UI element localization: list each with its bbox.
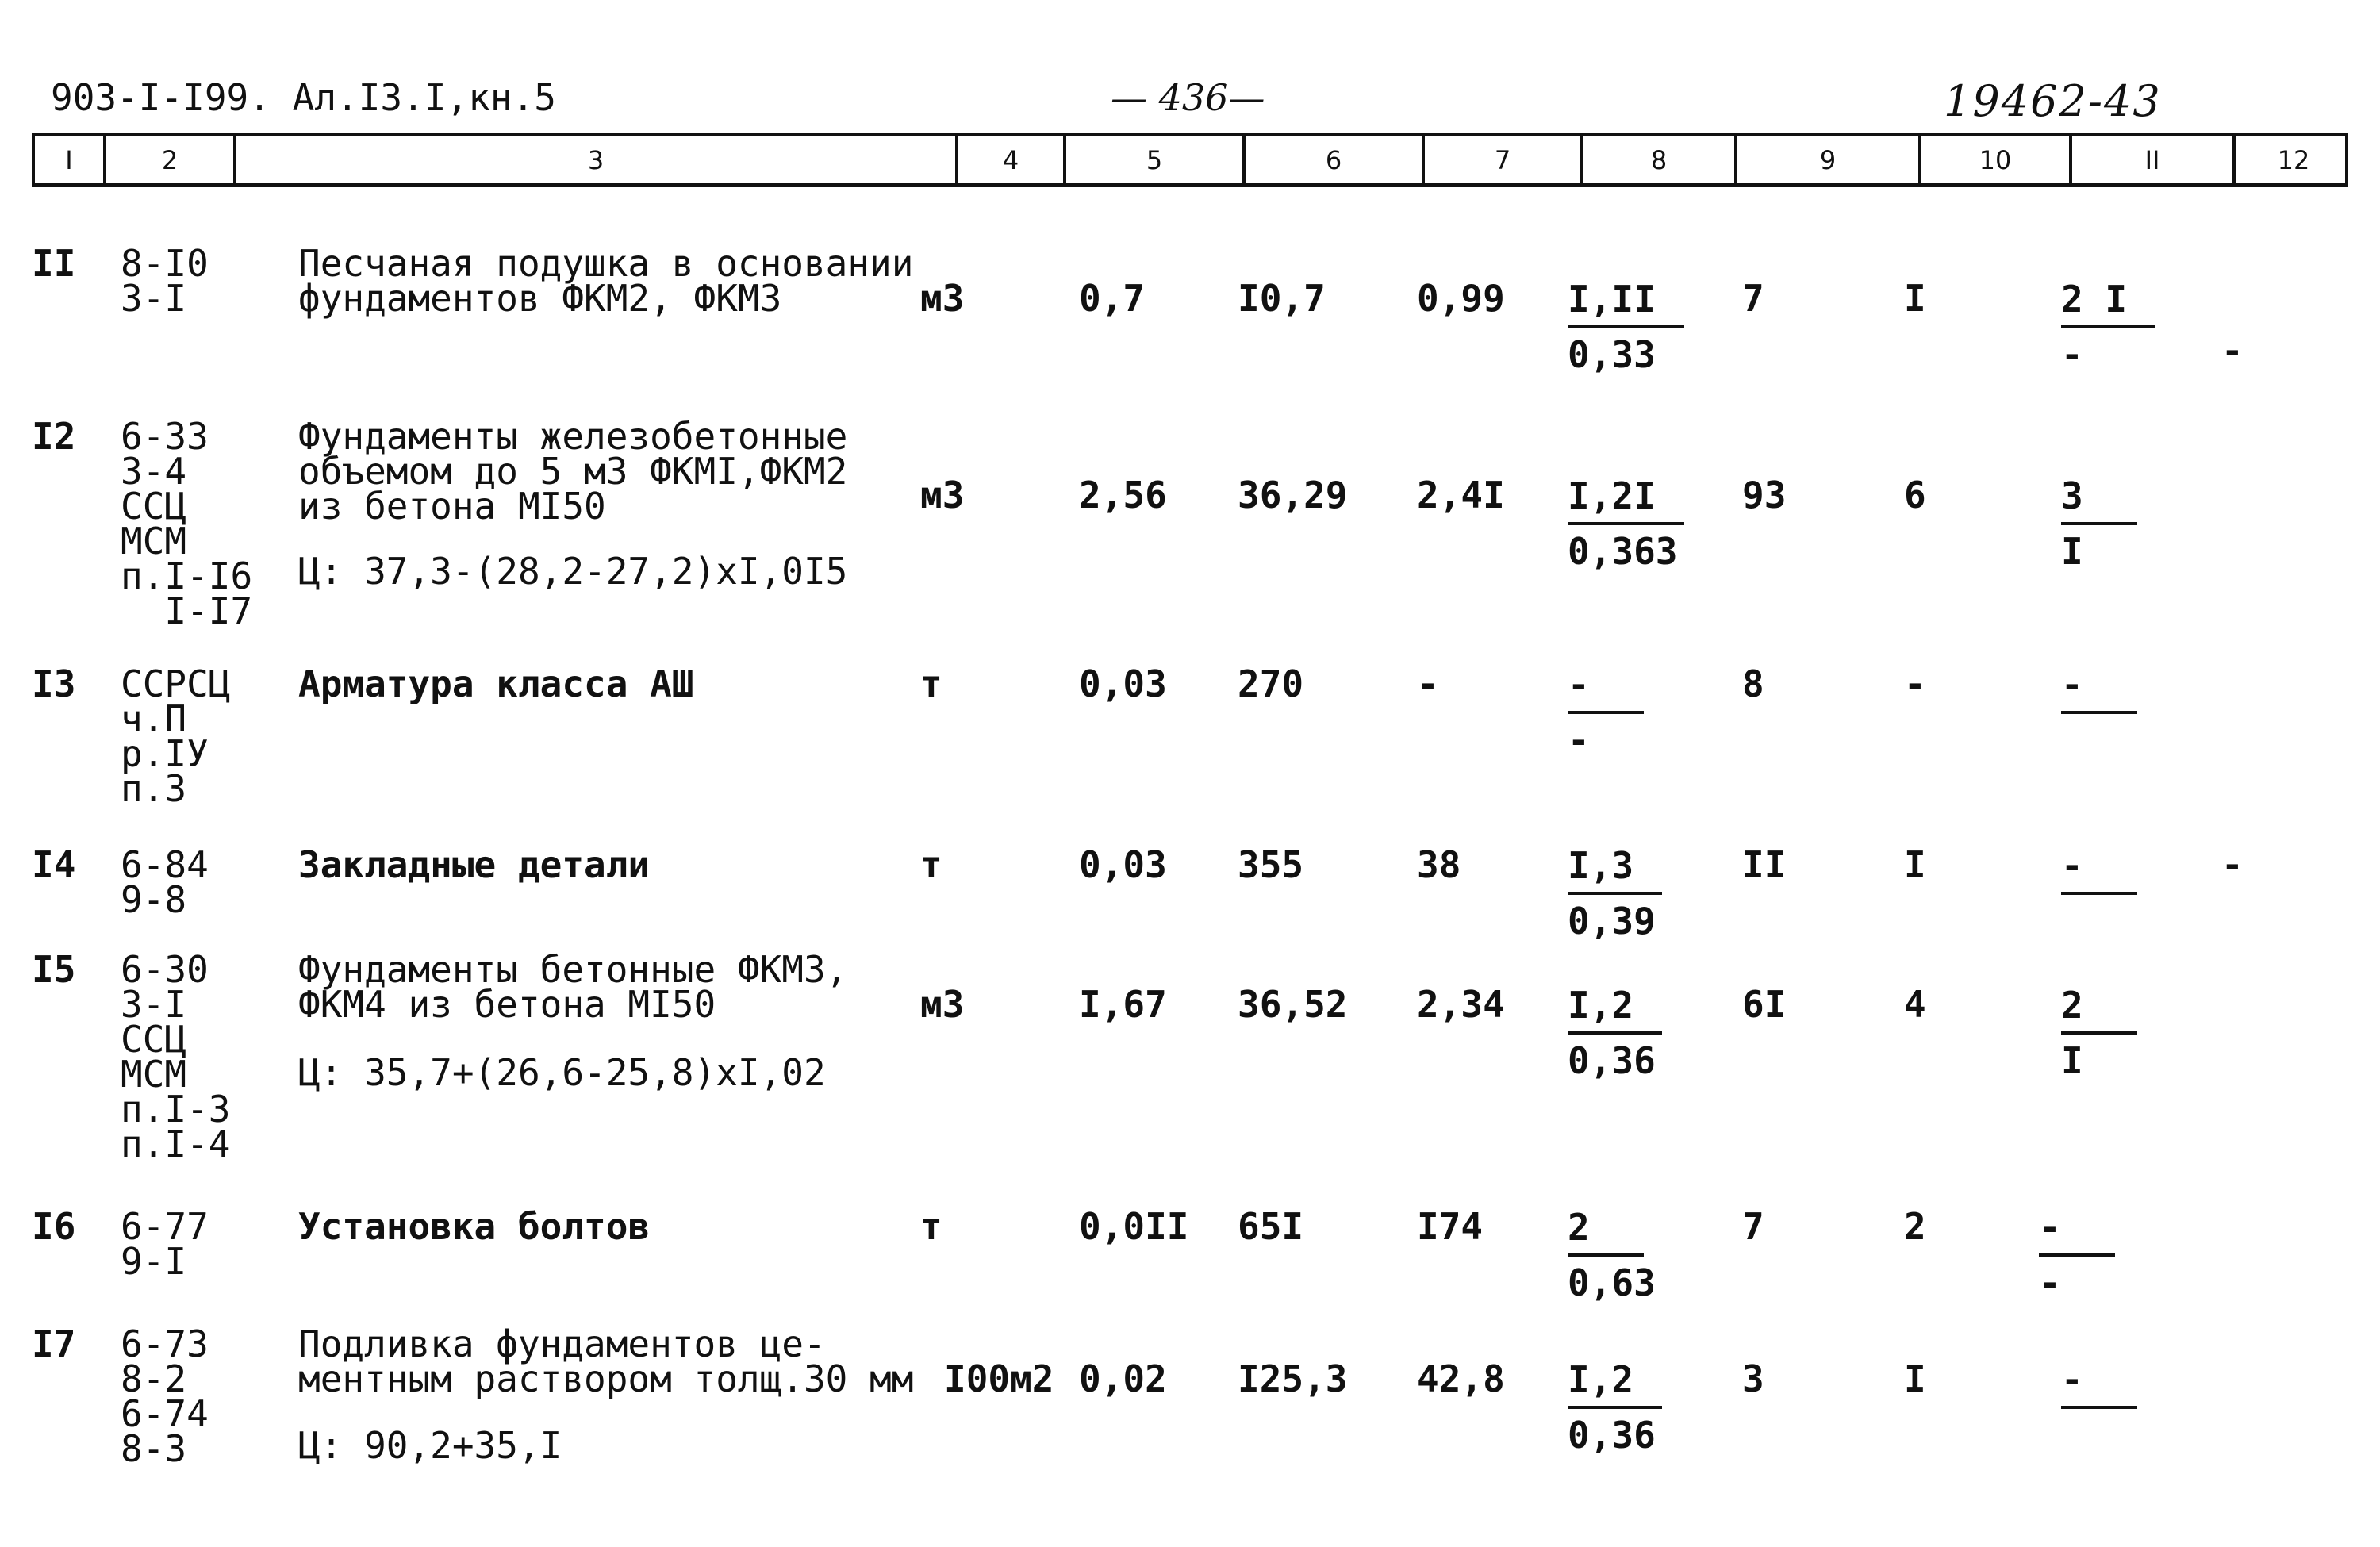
col11-denominator: I <box>2061 1039 2083 1082</box>
quantity: 0,02 <box>1079 1357 1167 1400</box>
labor-fraction <box>1568 273 1684 381</box>
unit-price: 36,29 <box>1238 474 1348 516</box>
rate-code: 6-33 3-4 ССЦ МСМ п.I-I6 I-I7 <box>121 415 253 632</box>
col-header-10: 10 <box>1921 136 2072 183</box>
col-header-12: 12 <box>2277 144 2310 175</box>
page-number: — 436— <box>1111 76 1265 119</box>
row-number: I2 <box>32 415 76 458</box>
col11-fraction <box>2061 979 2137 1087</box>
total-cost: 2,4I <box>1417 474 1505 516</box>
row-number: I5 <box>32 948 76 991</box>
labor-denominator: 0,36 <box>1568 1039 1656 1082</box>
work-description: Подливка фундаментов це- ментным раствором толщ.30 мм <box>298 1322 914 1400</box>
unit-price: I0,7 <box>1238 277 1326 320</box>
col11-numerator: - <box>2061 1353 2137 1409</box>
unit: м3 <box>920 277 965 320</box>
unit: I00м2 <box>944 1357 1054 1400</box>
row-number: I3 <box>32 662 76 705</box>
labor-numerator: - <box>1568 658 1644 714</box>
col9-value: 3 <box>1742 1357 1764 1400</box>
rate-code: 8-I0 3-I <box>121 242 209 320</box>
col9-value: 8 <box>1742 662 1764 705</box>
labor-denominator: 0,33 <box>1568 333 1656 376</box>
col-header-8: 8 <box>1583 136 1737 183</box>
total-cost: 0,99 <box>1417 277 1505 320</box>
col11-numerator: - <box>2039 1201 2115 1257</box>
work-description: Арматура класса АШ <box>298 662 694 705</box>
col-header-3: 3 <box>236 136 958 183</box>
labor-fraction <box>1568 839 1662 947</box>
quantity: 0,7 <box>1079 277 1146 320</box>
col11-numerator: 2 I <box>2061 273 2155 328</box>
unit-price: I25,3 <box>1238 1357 1348 1400</box>
total-cost: - <box>1417 662 1439 705</box>
quantity: 0,0II <box>1079 1205 1189 1248</box>
rate-code: 6-30 3-I ССЦ МСМ п.I-3 п.I-4 <box>121 948 231 1165</box>
col-header-11: II <box>2072 136 2236 183</box>
unit-price: 36,52 <box>1238 983 1348 1026</box>
work-description: Установка болтов <box>298 1205 651 1248</box>
column-number-header <box>32 133 2348 187</box>
col11-fraction <box>2061 470 2137 578</box>
labor-fraction <box>1568 658 1644 766</box>
col9-value: II <box>1742 843 1787 886</box>
rate-code: 6-84 9-8 <box>121 843 209 921</box>
col11-denominator: - <box>2039 1261 2061 1304</box>
total-cost: I74 <box>1417 1205 1484 1248</box>
col11-fraction <box>2039 1201 2115 1309</box>
col-header-7: 7 <box>1425 136 1583 183</box>
total-cost: 2,34 <box>1417 983 1505 1026</box>
labor-numerator: 2 <box>1568 1201 1644 1257</box>
labor-fraction <box>1568 1353 1662 1461</box>
work-description: Фундаменты железобетонные объемом до 5 м3 ФКМI,ФКМ2 из бетона МI50 <box>298 415 848 528</box>
unit: т <box>920 662 942 705</box>
rate-code: ССРСЦ ч.П р.IУ п.3 <box>121 662 231 810</box>
col11-numerator: 3 <box>2061 470 2137 525</box>
col-header-6: 6 <box>1246 136 1425 183</box>
unit-price: 270 <box>1238 662 1304 705</box>
quantity: 2,56 <box>1079 474 1167 516</box>
col-header-5: 5 <box>1066 136 1246 183</box>
labor-numerator: I,2 <box>1568 979 1662 1035</box>
labor-denominator: 0,39 <box>1568 900 1656 942</box>
col9-value: 7 <box>1742 1205 1764 1248</box>
quantity: 0,03 <box>1079 843 1167 886</box>
unit-price: 65I <box>1238 1205 1304 1248</box>
labor-numerator: I,2I <box>1568 470 1684 525</box>
price-formula: Ц: 37,3-(28,2-27,2)хI,0I5 <box>298 550 848 593</box>
rate-code: 6-77 9-I <box>121 1205 209 1283</box>
total-cost: 38 <box>1417 843 1461 886</box>
unit: т <box>920 1205 942 1248</box>
quantity: I,67 <box>1079 983 1167 1026</box>
col10-value: 4 <box>1904 983 1926 1026</box>
row-number: I7 <box>32 1322 76 1365</box>
unit: т <box>920 843 942 886</box>
quantity: 0,03 <box>1079 662 1167 705</box>
document-code: 903-I-I99. Ал.I3.I,кн.5 <box>51 76 556 119</box>
col9-value: 6I <box>1742 983 1787 1026</box>
col10-value: - <box>1904 662 1926 705</box>
sheet-number: 19462-43 <box>1944 76 2162 126</box>
col10-value: I <box>1904 843 1926 886</box>
labor-denominator: - <box>1568 719 1590 762</box>
row-number: II <box>32 242 76 285</box>
col11-numerator: - <box>2061 658 2137 714</box>
col12-value: - <box>2221 843 2244 886</box>
labor-numerator: I,2 <box>1568 1353 1662 1409</box>
unit: м3 <box>920 983 965 1026</box>
col11-numerator: 2 <box>2061 979 2137 1035</box>
col9-value: 7 <box>1742 277 1764 320</box>
rate-code: 6-73 8-2 6-74 8-3 <box>121 1322 209 1470</box>
labor-numerator: I,II <box>1568 273 1684 328</box>
labor-denominator: 0,63 <box>1568 1261 1656 1304</box>
work-description: Фундаменты бетонные ФКМ3, ФКМ4 из бетона МI50 <box>298 948 848 1026</box>
col-header-1: I <box>35 136 106 183</box>
labor-denominator: 0,363 <box>1568 530 1678 573</box>
labor-fraction <box>1568 979 1662 1087</box>
col10-value: I <box>1904 1357 1926 1400</box>
col11-fraction <box>2061 1353 2137 1409</box>
total-cost: 42,8 <box>1417 1357 1505 1400</box>
price-formula: Ц: 90,2+35,I <box>298 1424 562 1467</box>
col12-value: - <box>2221 329 2244 372</box>
col-header-9: 9 <box>1737 136 1921 183</box>
row-number: I6 <box>32 1205 76 1248</box>
col10-value: I <box>1904 277 1926 320</box>
col11-denominator: I <box>2061 530 2083 573</box>
unit: м3 <box>920 474 965 516</box>
work-description: Песчаная подушка в основании фундаментов ФКМ2, ФКМ3 <box>298 242 914 320</box>
col10-value: 2 <box>1904 1205 1926 1248</box>
labor-denominator: 0,36 <box>1568 1414 1656 1457</box>
col10-value: 6 <box>1904 474 1926 516</box>
col11-fraction <box>2061 273 2155 381</box>
col11-fraction <box>2061 839 2137 895</box>
labor-fraction <box>1568 1201 1656 1309</box>
labor-numerator: I,3 <box>1568 839 1662 895</box>
col9-value: 93 <box>1742 474 1787 516</box>
col11-fraction <box>2061 658 2137 714</box>
col11-denominator: - <box>2061 333 2083 376</box>
unit-price: 355 <box>1238 843 1304 886</box>
col11-numerator: - <box>2061 839 2137 895</box>
col-header-2: 2 <box>106 136 236 183</box>
labor-fraction <box>1568 470 1684 578</box>
row-number: I4 <box>32 843 76 886</box>
work-description: Закладные детали <box>298 843 651 886</box>
price-formula: Ц: 35,7+(26,6-25,8)хI,02 <box>298 1051 826 1094</box>
col-header-4: 4 <box>958 136 1066 183</box>
